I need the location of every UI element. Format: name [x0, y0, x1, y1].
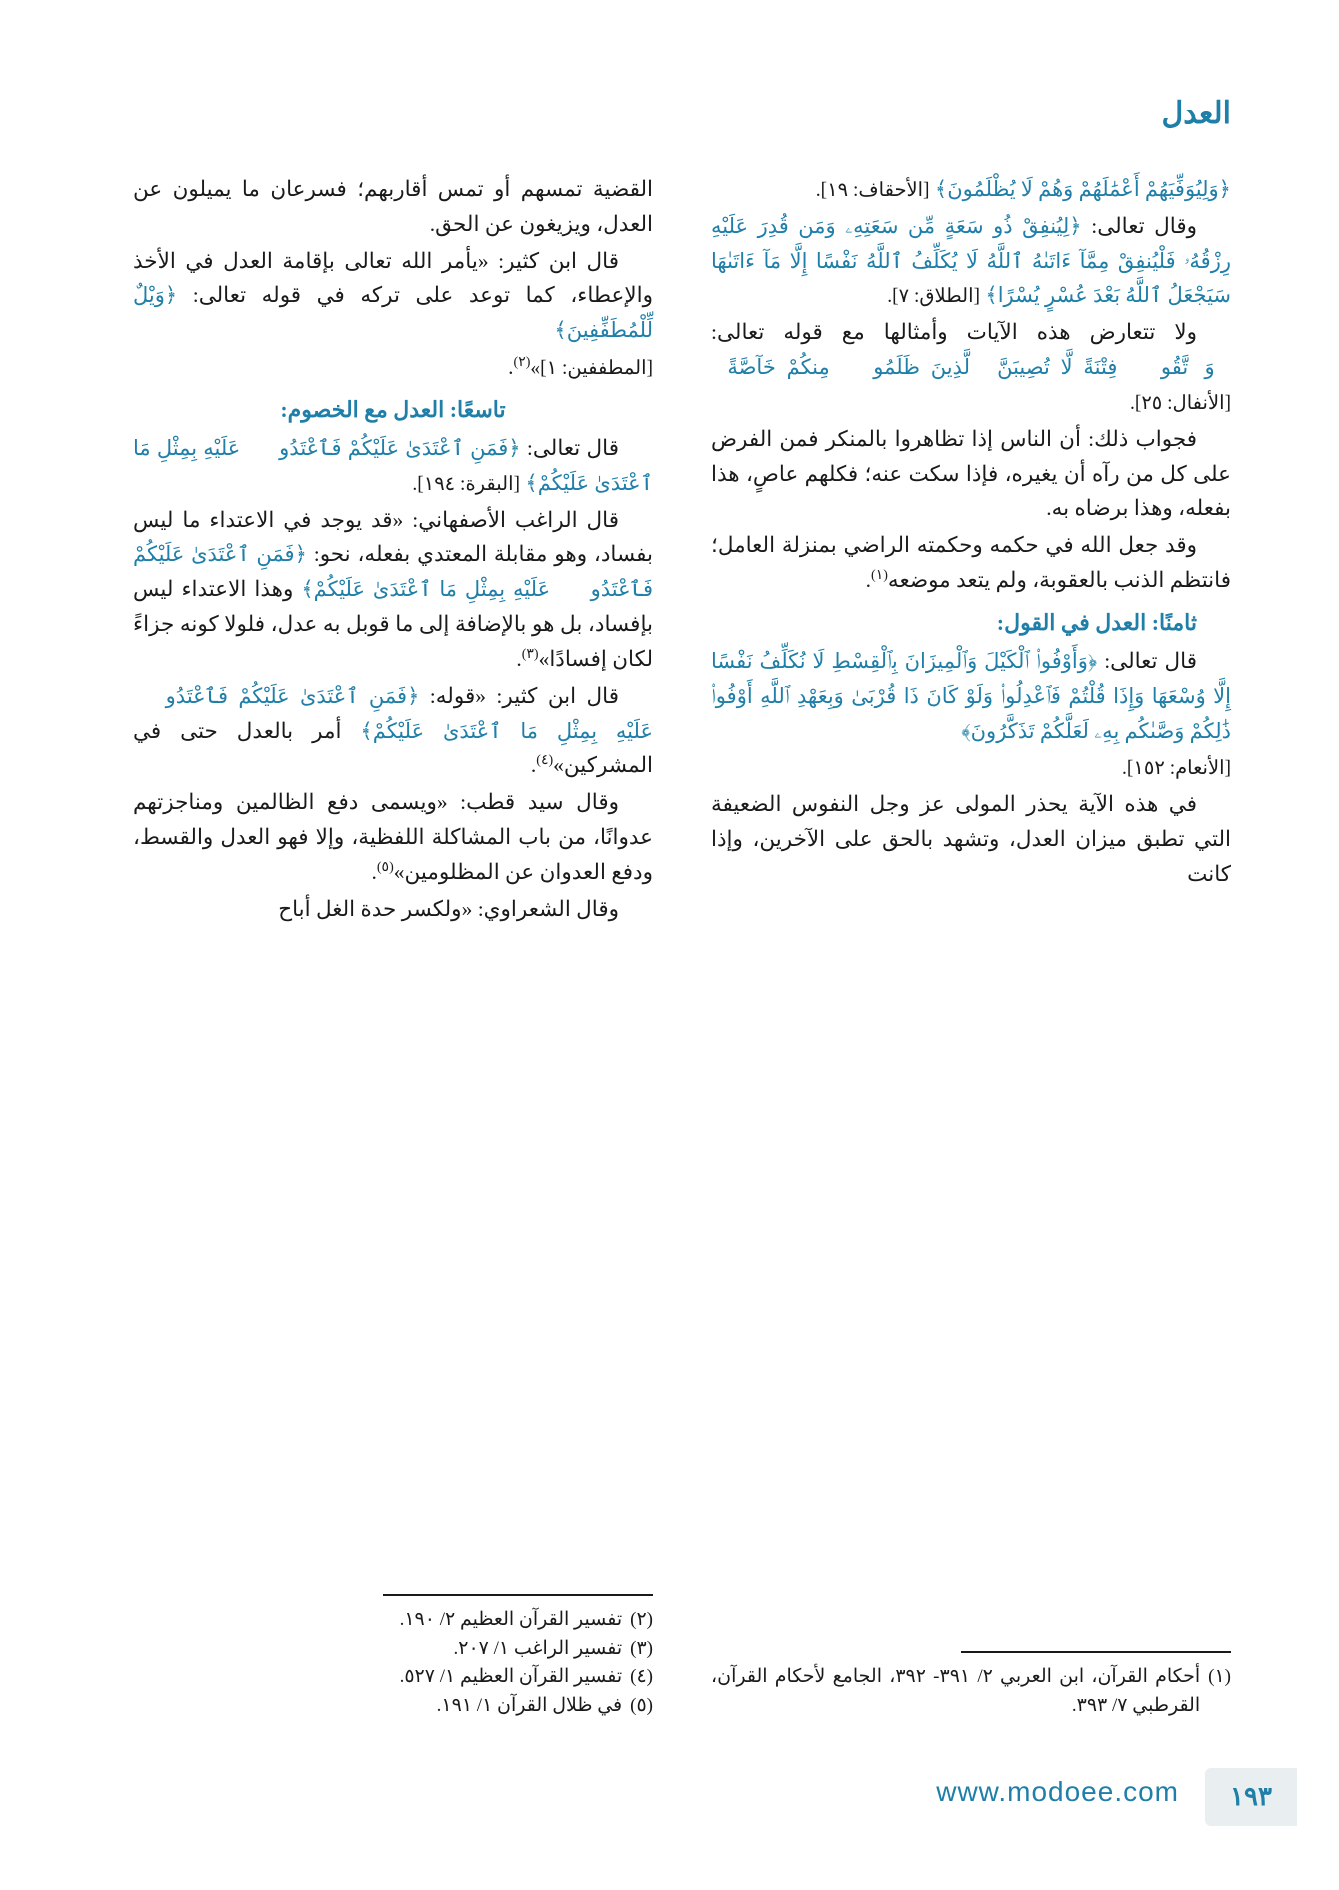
footnote-marker-2: (٢) — [513, 354, 531, 370]
left-paragraph-2-ref — [133, 350, 653, 385]
right-ayah-ahqaf-paragraph — [711, 172, 1231, 207]
heading-ninth: تاسعًا: العدل مع الخصوم: — [280, 396, 506, 422]
left-paragraph-2-end: . — [508, 355, 514, 380]
footnote-text: أحكام القرآن، ابن العربي ٢/ ٣٩١- ٣٩٢، الجامع لأحكام القرآن، القرطبي ٧/ ٣٩٣. — [711, 1666, 1201, 1716]
footnote-text: تفسير القرآن العظيم ٢/ ١٩٠. — [399, 1609, 623, 1630]
left-paragraph-5-mid: أمر بالعدل حتى في المشركين» — [133, 718, 653, 778]
ayah-baqarah-repeat-1: ﴿فَمَنِ ٱعْتَدَىٰ عَلَيْكُمْ فَٱعْتَدُوا۟ عَلَيْهِ بِمِثْلِ مَا ٱعْتَدَىٰ عَلَيْكُمْ﴾ — [133, 542, 654, 602]
left-paragraph-5-end: . — [530, 753, 537, 778]
page-number-badge: ١٩٣ — [1205, 1768, 1297, 1826]
footnote-number: (٢) — [630, 1609, 653, 1630]
ayah-anfal: ﴿وَٱتَّقُوا۟ فِتْنَةً لَّا تُصِيبَنَّ ٱلَّذِينَ ظَلَمُوا۟ مِنكُمْ خَآصَّةً﴾ — [711, 355, 1231, 380]
footnote-number: (٣) — [630, 1637, 653, 1659]
ayah-mutaffifin: ﴿وَيْلٌ لِّلْمُطَفِّفِينَ﴾ — [133, 283, 653, 343]
left-paragraph-6 — [133, 785, 653, 889]
right-paragraph-4-end: . — [865, 568, 872, 593]
page-header — [108, 96, 1231, 152]
right-footnotes — [711, 1651, 1231, 1720]
left-paragraph-6-end: . — [371, 859, 377, 884]
right-paragraph-1 — [711, 209, 1231, 313]
footnote-item — [133, 1692, 653, 1721]
ayah-ahqaf-reference: [الأحقاف: ١٩]. — [815, 180, 930, 201]
footnote-text: في ظلال القرآن ١/ ١٩١. — [436, 1694, 623, 1716]
heading-eighth: ثامنًا: العدل في القول: — [996, 609, 1197, 635]
ayah-anam-reference: [الأنعام: ١٥٢]. — [1122, 758, 1231, 780]
page-title: العدل — [1161, 97, 1231, 130]
footnote-item — [711, 1663, 1231, 1720]
ayah-mutaffifin-reference: [المطففين: ١]» — [530, 358, 653, 380]
footnote-text: تفسير الراغب ١/ ٢٠٧. — [453, 1637, 623, 1659]
left-paragraph-1: القضية تمسهم أو تمس أقاربهم؛ فسرعان ما يميلون عن العدل، ويزيغون عن الحق. — [133, 177, 653, 236]
footnote-item — [133, 1663, 653, 1692]
column-container — [108, 172, 1231, 1720]
footnote-divider — [383, 1594, 653, 1596]
ayah-anam-reference-paragraph — [711, 750, 1231, 785]
page-footer — [0, 1768, 1339, 1832]
left-paragraph-4 — [133, 503, 653, 677]
left-column — [133, 172, 653, 1720]
footnote-divider — [961, 1651, 1231, 1653]
footnote-item — [133, 1606, 653, 1635]
ayah-baqarah: ﴿فَمَنِ ٱعْتَدَىٰ عَلَيْكُمْ فَٱعْتَدُوا۟ عَلَيْهِ بِمِثْلِ مَا ٱعْتَدَىٰ عَلَيْكُمْ﴾ — [133, 435, 653, 495]
right-paragraph-4 — [711, 528, 1231, 598]
left-paragraph-3 — [133, 431, 653, 501]
qala-taala-lead-3: قال تعالى: — [526, 435, 619, 460]
footnote-number: (٤) — [630, 1666, 653, 1687]
right-paragraph-3: فجواب ذلك: أن الناس إذا تظاهروا بالمنكر فمن الفرض على كل من رآه أن يغيره، فإذا سكت عنه؛ فكلهم عاصٍ، هذا بفعله، وهذا برضاه به. — [711, 426, 1231, 521]
qala-taala-lead-2: قال تعالى: — [1104, 648, 1197, 673]
ayah-anam: ﴿وَأَوْفُوا۟ ٱلْكَيْلَ وَٱلْمِيزَانَ بِٱلْقِسْطِ لَا نُكَلِّفُ نَفْسًا إِلَّا وُسْعَهَا وَإِذَا قُلْتُمْ فَٱعْدِلُوا۟ وَلَوْ كَانَ ذَا قُرْبَىٰ وَبِعَهْدِ ٱللَّهِ أَوْفُوا۟ ذَٰلِكُمْ وَصَّىٰكُم بِهِۦ لَعَلَّكُمْ تَذَكَّرُونَ﴾ — [711, 648, 1231, 743]
left-footnotes — [133, 1594, 653, 1720]
right-paragraph-5 — [711, 644, 1231, 748]
ayah-baqarah-repeat-2: ﴿فَمَنِ ٱعْتَدَىٰ عَلَيْكُمْ فَٱعْتَدُوا۟ عَلَيْهِ بِمِثْلِ مَا ٱعْتَدَىٰ عَلَيْكُمْ﴾ — [133, 683, 653, 743]
footnote-number: (٥) — [630, 1694, 653, 1716]
ayah-baqarah-reference: [البقرة: ١٩٤]. — [412, 473, 521, 495]
footnote-marker-5: (٥) — [376, 859, 394, 875]
left-paragraph-4-mid: وهذا الاعتداء ليس بإفساد، بل هو بالإضافة إلى ما قوبل به عدل، فلولا كونه جزاءً لكان إفسادًا» — [133, 577, 653, 671]
right-paragraph-2-text: ولا تتعارض هذه الآيات وأمثالها مع قوله تعالى: — [711, 320, 1197, 345]
ayah-anfal-reference: [الأنفال: ٢٥]. — [1129, 392, 1231, 414]
footnote-marker-3: (٣) — [521, 646, 539, 662]
footnote-item — [133, 1635, 653, 1664]
right-paragraph-4-text: وقد جعل الله في حكمه وحكمته الراضي بمنزلة العامل؛ فانتظم الذنب بالعقوبة، ولم يتعد موضعه — [711, 533, 1231, 593]
footnote-marker-4: (٤) — [536, 753, 554, 769]
ayah-talaq: ﴿لِيُنفِقْ ذُو سَعَةٍ مِّن سَعَتِهِۦ وَمَن قُدِرَ عَلَيْهِ رِزْقُهُۥ فَلْيُنفِقْ مِمَّآ ءَاتَىٰهُ ٱللَّهُ لَا يُكَلِّفُ ٱللَّهُ نَفْسًا إِلَّا مَآ ءَاتَىٰهَا سَيَجْعَلُ ٱللَّهُ بَعْدَ عُسْرٍ يُسْرًا﴾ — [711, 213, 1231, 308]
left-paragraph-5 — [133, 679, 653, 783]
left-paragraph-6-text: وقال سيد قطب: «ويسمى دفع الظالمين ومناجزتهم عدوانًا، من باب المشاكلة اللفظية، وإلا فهو العدل والقسط، ودفع العدوان عن المظلومين» — [133, 790, 653, 884]
ayah-talaq-reference: [الطلاق: ٧]. — [887, 286, 981, 308]
right-paragraph-6: في هذه الآية يحذر المولى عز وجل النفوس الضعيفة التي تطبق ميزان العدل، وتشهد بالحق على الآخرين، وإذا كانت — [711, 792, 1231, 886]
footnote-number: (١) — [1208, 1666, 1231, 1687]
ayah-ahqaf: ﴿وَلِيُوَفِّيَهُمْ أَعْمَٰلَهُمْ وَهُمْ لَا يُظْلَمُونَ﴾ — [934, 177, 1231, 201]
left-paragraph-2 — [133, 244, 653, 348]
right-paragraph-2 — [711, 315, 1231, 419]
left-paragraph-4-text: قال الراغب الأصفهاني: «قد يوجد في الاعتداء ما ليس بفساد، وهو مقابلة المعتدي بفعله، نحو: — [133, 507, 653, 567]
left-paragraph-7: وقال الشعراوي: «ولكسر حدة الغل أباح — [278, 896, 619, 921]
website-url[interactable]: www.modoee.com — [936, 1776, 1179, 1807]
qala-taala-lead-1: وقال تعالى: — [1091, 213, 1198, 238]
left-paragraph-2-text: قال ابن كثير: «يأمر الله تعالى بإقامة العدل في الأخذ والإعطاء، كما توعد على تركه في قوله تعالى: — [133, 248, 654, 308]
right-column — [711, 172, 1231, 1720]
left-paragraph-4-end: . — [516, 646, 522, 671]
footnote-marker-1: (١) — [871, 567, 888, 583]
footnote-text: تفسير القرآن العظيم ١/ ٥٢٧. — [399, 1666, 623, 1687]
left-paragraph-5-text: قال ابن كثير: «قوله: — [429, 683, 619, 708]
